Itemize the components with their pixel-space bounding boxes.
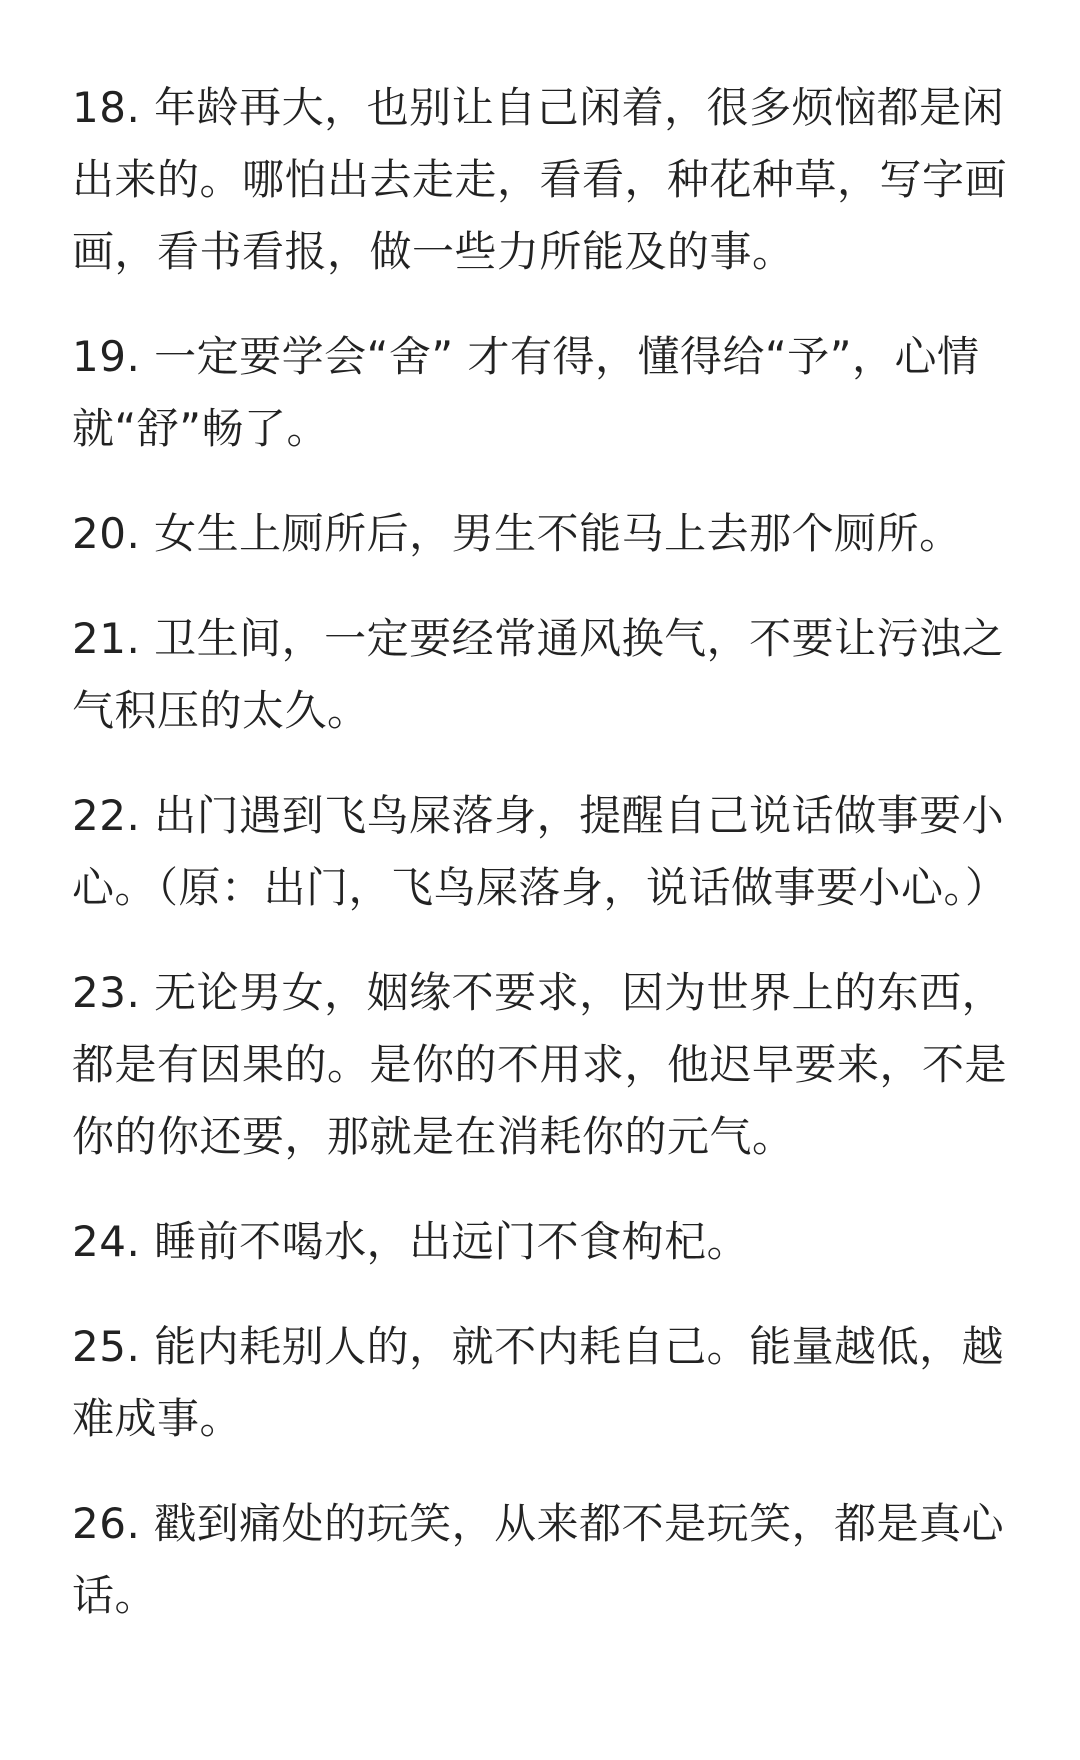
tip-number: 20. xyxy=(72,509,155,558)
tip-text: 能内耗别人的，就不内耗自己。能量越低，越难成事。 xyxy=(72,1322,1005,1443)
tip-23 xyxy=(72,957,1008,1173)
tip-text: 无论男女，姻缘不要求，因为世界上的东西，都是有因果的。是你的不用求，他迟早要来，不是你的你还要，那就是在消耗你的元气。 xyxy=(72,968,1008,1161)
tip-text: 睡前不喝水，出远门不食枸杞。 xyxy=(154,1217,750,1266)
tip-number: 22. xyxy=(72,791,155,840)
tip-19 xyxy=(72,321,1008,465)
tip-text: 卫生间，一定要经常通风换气，不要让污浊之气积压的太久。 xyxy=(72,614,1005,735)
tip-text: 一定要学会“舍” 才有得，懂得给“予”，心情就“舒”畅了。 xyxy=(72,332,980,453)
tip-21 xyxy=(72,603,1008,747)
tip-number: 25. xyxy=(72,1322,155,1371)
tip-text: 出门遇到飞鸟屎落身，提醒自己说话做事要小心。（原：出门，飞鸟屎落身，说话做事要小心。） xyxy=(72,791,1008,912)
tip-20 xyxy=(72,498,1008,570)
tip-text: 女生上厕所后，男生不能马上去那个厕所。 xyxy=(154,509,962,558)
tip-number: 23. xyxy=(72,968,155,1017)
tip-text: 年龄再大，也别让自己闲着，很多烦恼都是闲出来的。哪怕出去走走，看看，种花种草，写字画画，看书看报，做一些力所能及的事。 xyxy=(72,83,1008,276)
tip-24 xyxy=(72,1206,1008,1278)
tip-number: 19. xyxy=(72,332,155,381)
tip-number: 18. xyxy=(72,83,155,132)
tip-number: 21. xyxy=(72,614,155,663)
tip-text: 戳到痛处的玩笑，从来都不是玩笑，都是真心话。 xyxy=(72,1499,1005,1620)
tip-18 xyxy=(72,72,1008,288)
tip-25 xyxy=(72,1311,1008,1455)
tip-22 xyxy=(72,780,1008,924)
tip-number: 24. xyxy=(72,1217,155,1266)
tip-26 xyxy=(72,1488,1008,1632)
tip-number: 26. xyxy=(72,1499,155,1548)
